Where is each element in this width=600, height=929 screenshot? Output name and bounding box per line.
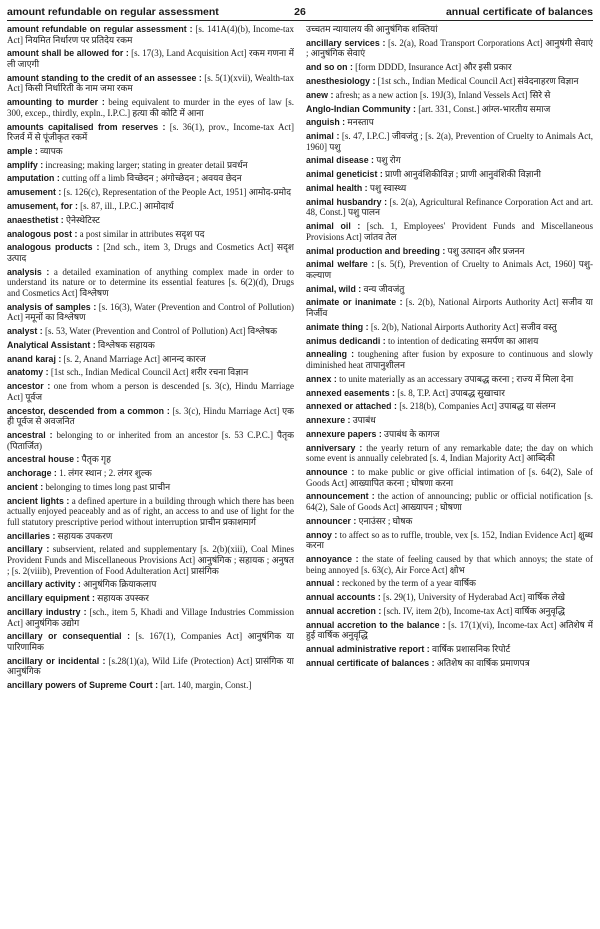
entry-term: amount shall be allowed for : xyxy=(7,48,129,59)
entry-term: ancient lights : xyxy=(7,495,70,506)
entry-definition: एनाउंसर ; घोषक xyxy=(356,515,413,526)
entry-definition: to intention of dedicating समर्पण का आशय xyxy=(385,335,539,346)
entry-definition: मनस्ताप xyxy=(345,117,374,128)
entry-definition: [sch. 1, Employees' Provident Funds and Miscellaneous Provisions Act] जांतव तेल xyxy=(306,221,593,242)
dictionary-entry xyxy=(7,201,294,212)
entry-definition: [art. 140, margin, Const.] xyxy=(158,680,252,691)
dictionary-entry xyxy=(306,183,593,194)
entry-term: animate thing : xyxy=(306,321,369,332)
entry-term: ancillary equipment : xyxy=(7,593,95,604)
entry-definition: [s. 29(1), University of Hyderabad Act] वार्षिक लेखे xyxy=(380,592,566,603)
entry-term: ancestral house : xyxy=(7,454,80,465)
dictionary-entry xyxy=(306,374,593,385)
entry-term: animal production and breeding : xyxy=(306,245,446,256)
entry-term: annexure papers : xyxy=(306,428,382,439)
dictionary-entry xyxy=(7,579,294,590)
entry-term: ancillary services : xyxy=(306,37,386,48)
entry-term: announce : xyxy=(306,467,355,478)
dictionary-entry xyxy=(306,606,593,617)
entry-definition: उपाबंध के कागज xyxy=(381,428,440,439)
dictionary-entry xyxy=(306,415,593,426)
entry-definition: [s. 2(a), Agricultural Refinance Corporation Act and art. 48, Const.] पशु पालन xyxy=(306,196,593,218)
entry-definition: [s. 3(c), Hindu Marriage Act] एक ही पूर्वज से अवजनित xyxy=(7,405,294,427)
dictionary-entry xyxy=(306,644,593,655)
entry-definition: [s. 8, T.P. Act] उपाबद्ध सुखाचार xyxy=(395,387,505,398)
entry-term: anniversary : xyxy=(306,442,363,453)
dictionary-entry xyxy=(7,354,294,365)
dictionary-entry xyxy=(306,578,593,589)
entry-term: anguish : xyxy=(306,117,346,128)
entry-definition: [s. 126(c), Representation of the People Act, 1951] आमोद-प्रमोद xyxy=(61,187,292,198)
entry-definition: being equivalent to murder in the eyes of law [s. 300, excep., thirdly, expln., I.P.C.] हत्या की कोटि में आना xyxy=(7,97,294,118)
dictionary-entry xyxy=(7,187,294,198)
entry-term: annealing : xyxy=(306,349,355,360)
dictionary-entry xyxy=(306,516,593,527)
entry-term: animal oil : xyxy=(306,221,361,232)
entry-definition: [s. 167(1), Companies Act] आनुषंगिक या पारिणामिक xyxy=(7,631,294,652)
entry-definition: [s. 47, I.P.C.] जीवजंतु ; [s. 2(a), Prevention of Cruelty to Animals Act, 1960] पशु xyxy=(306,131,593,152)
dictionary-entry xyxy=(306,259,593,280)
dictionary-entry xyxy=(306,554,593,575)
dictionary-entry xyxy=(7,215,294,226)
dictionary-entry xyxy=(7,340,294,351)
dictionary-entry xyxy=(306,38,593,59)
entry-term: amusement : xyxy=(7,187,62,198)
entry-term: analysis of samples : xyxy=(7,301,97,312)
entry-definition: [s. 5(1)(xvii), Wealth-tax Act] किसी निर्धारिती के नाम जमा रकम xyxy=(7,72,294,94)
page-number: 26 xyxy=(294,6,306,18)
entry-definition: belonging to times long past प्राचीन xyxy=(43,481,171,492)
entry-definition: [1st sch., Indian Medical Council Act] संवेदनाहरण विज्ञान xyxy=(375,75,579,86)
entry-term: anchorage : xyxy=(7,468,57,479)
dictionary-entry xyxy=(306,322,593,333)
dictionary-entry xyxy=(306,467,593,488)
entry-term: animal husbandry : xyxy=(306,196,388,207)
entry-definition: पशु उत्पादन और प्रजनन xyxy=(445,245,525,256)
dictionary-entry xyxy=(7,48,294,69)
entry-term: amount refundable on regular assessment : xyxy=(7,24,193,34)
dictionary-entry xyxy=(7,73,294,94)
entry-definition: [s. 2(b), National Airports Authority Act] सजीव या निर्जीव xyxy=(306,297,593,319)
entry-definition: cutting off a limb विच्छेदन ; अंगोच्छेदन ; अवयव छेदन xyxy=(59,173,242,184)
dictionary-entry xyxy=(7,631,294,652)
dictionary-entry xyxy=(7,607,294,628)
dictionary-entry xyxy=(306,246,593,257)
entry-term: animal, wild : xyxy=(306,283,362,294)
entry-term: animal disease : xyxy=(306,155,374,166)
dictionary-entry xyxy=(7,160,294,171)
entry-definition: सहायक उपस्कर xyxy=(95,593,149,604)
running-header xyxy=(7,6,593,21)
entry-definition: आनुषंगिक क्रियाकलाप xyxy=(80,579,157,590)
entry-term: amputation : xyxy=(7,173,60,184)
dictionary-entry xyxy=(7,146,294,157)
entry-definition: उच्चतम न्यायालय की आनुषंगिक शक्तियां xyxy=(306,24,438,34)
header-last-entry: annual certificate of balances xyxy=(445,6,593,18)
dictionary-entry xyxy=(7,97,294,118)
entry-term: animal : xyxy=(306,131,340,142)
dictionary-entry xyxy=(306,401,593,412)
entry-term: animus dedicandi : xyxy=(306,335,386,346)
entry-definition: afresh; as a new action [s. 19J(3), Inland Vessels Act] सिरे से xyxy=(333,89,551,100)
entry-definition: belonging to or inherited from an ancestor [s. 53 C.P.C.] पैतृक (पितार्जित) xyxy=(7,429,294,451)
entry-definition: [s. 87, ill., I.P.C.] आमोदार्थ xyxy=(77,201,174,211)
dictionary-entry xyxy=(306,443,593,464)
entry-term: ancillary powers of Supreme Court : xyxy=(7,680,159,691)
dictionary-entry xyxy=(7,454,294,465)
dictionary-entry xyxy=(7,122,294,143)
dictionary-entry xyxy=(7,430,294,451)
entry-definition: [s. 16(3), Water (Prevention and Control of Pollution) Act] नमूनों का विश्लेषण xyxy=(7,301,294,323)
entry-definition: [1st sch., Indian Medical Council Act] शरीर रचना विज्ञान xyxy=(48,367,249,378)
entry-term: amusement, for : xyxy=(7,201,78,211)
entry-term: annoy : xyxy=(306,529,338,540)
dictionary-entry xyxy=(306,76,593,87)
dictionary-entry xyxy=(306,197,593,218)
dictionary-entry xyxy=(306,297,593,318)
dictionary-entry xyxy=(7,468,294,479)
entry-term: animal welfare : xyxy=(306,259,375,270)
dictionary-entry xyxy=(7,406,294,427)
entry-term: announcer : xyxy=(306,515,357,526)
entry-term: annoyance : xyxy=(306,553,359,564)
dictionary-entry xyxy=(7,381,294,402)
entry-term: amounts capitalised from reserves : xyxy=(7,121,166,132)
entry-definition: the state of feeling caused by that which annoys; the state of being annoyed [s. 63(c), Air Force Act] क्षोभ xyxy=(306,553,593,575)
dictionary-entry xyxy=(306,336,593,347)
entry-term: ancillary or consequential : xyxy=(7,631,131,642)
dictionary-entry xyxy=(306,169,593,180)
entry-term: ancillary : xyxy=(7,544,50,555)
dictionary-entry xyxy=(306,90,593,101)
dictionary-entry xyxy=(7,680,294,691)
entry-term: annual accounts : xyxy=(306,592,381,603)
dictionary-entry xyxy=(7,531,294,542)
dictionary-entry xyxy=(306,155,593,166)
entry-term: analyst : xyxy=(7,326,43,337)
dictionary-entry xyxy=(306,658,593,669)
dictionary-entry xyxy=(7,24,294,45)
entry-definition: subservient, related and supplementary [s. 2(b)(xiii), Coal Mines Provident Funds and Miscellaneous Provisions Act] आनुषंगिक ; सहायक ; अनुषत ; [s. 2(viiib), Prevention of Food Adulteration Act] प्रासंगिक xyxy=(7,544,294,576)
dictionary-entry xyxy=(306,221,593,242)
entry-term: anatomy : xyxy=(7,367,49,378)
entry-definition: पैतृक गृह xyxy=(79,454,111,465)
entry-term: annex : xyxy=(306,373,337,384)
entry-definition: [art. 331, Const.] आंग्ल-भारतीय समाज xyxy=(415,103,551,114)
header-first-entry: amount refundable on regular assessment xyxy=(7,6,219,18)
dictionary-entry xyxy=(7,482,294,493)
entry-term: ancillary activity : xyxy=(7,579,81,590)
entry-definition: वन्य जीवजंतु xyxy=(361,283,405,294)
entry-term: annual administrative report : xyxy=(306,644,430,655)
dictionary-entry xyxy=(306,117,593,128)
entry-term: Analytical Assistant : xyxy=(7,339,96,350)
entry-term: anew : xyxy=(306,89,334,100)
entry-definition: सहायक उपकरण xyxy=(55,530,113,541)
entry-definition: [s. 17(1)(vi), Income-tax Act] अतिशेष में हुई वार्षिक अनुवृद्धि xyxy=(306,619,593,641)
entry-definition: a post similar in attributes सदृश पद xyxy=(77,228,205,239)
entry-definition: a detailed examination of anything complex made in order to understand its nature or to determine its essential features [s. 6(2)(d), Drugs and Cosmetics Act] विश्लेषण xyxy=(7,266,294,298)
dictionary-entry xyxy=(7,367,294,378)
entry-term: annual accretion : xyxy=(306,605,382,616)
entry-term: annexed or attached : xyxy=(306,401,397,412)
entry-definition: [form DDDD, Insurance Act] और इसी प्रकार xyxy=(352,62,512,73)
entry-term: ancillary industry : xyxy=(7,606,87,617)
entry-term: animate or inanimate : xyxy=(306,297,403,308)
dictionary-entry xyxy=(306,24,593,35)
entry-term: amounting to murder : xyxy=(7,97,105,108)
entry-term: annexed easements : xyxy=(306,387,395,398)
entry-definition: [s.28(1)(a), Wild Life (Protection) Act] प्रासंगिक या आनुषंगिक xyxy=(7,655,294,677)
entry-definition: one from whom a person is descended [s. 3(c), Hindu Marriage Act] पूर्वज xyxy=(7,381,294,402)
dictionary-entry xyxy=(7,242,294,263)
dictionary-entry xyxy=(306,104,593,115)
entry-term: analogous products : xyxy=(7,242,100,253)
entry-definition: [s. 2(a), Road Transport Corporations Act] आनुषंगी सेवाएं ; आनुषंगिक सेवाएं xyxy=(306,37,593,59)
entry-term: announcement : xyxy=(306,491,375,502)
dictionary-entry xyxy=(7,267,294,299)
entry-definition: reckoned by the term of a year वार्षिक xyxy=(339,578,476,589)
entry-term: analogous post : xyxy=(7,228,78,239)
entry-definition: 1. लंगर स्थान ; 2. लंगर शुल्क xyxy=(56,468,152,479)
entry-term: amplify : xyxy=(7,159,44,170)
entry-definition: उपाबंध xyxy=(350,415,376,426)
entry-definition: [s. 17(3), Land Acquisition Act] रकम गणना में ली जाएगी xyxy=(7,48,294,69)
entry-definition: to affect so as to ruffle, trouble, vex [s. 152, Indian Evidence Act] क्षुब्ध करना xyxy=(306,529,593,551)
entry-term: ancillaries : xyxy=(7,530,56,541)
entry-term: ancestor : xyxy=(7,381,51,392)
left-column xyxy=(7,24,294,694)
dictionary-entry xyxy=(7,302,294,323)
entry-definition: the action of announcing; public or official notification [s. 64(2), Sale of Goods Act] आख्यापन ; घोषणा xyxy=(306,491,593,513)
entry-term: Anglo-Indian Community : xyxy=(306,103,416,114)
entry-definition: [sch., item 5, Khadi and Village Industries Commission Act] आनुषंगिक उद्योग xyxy=(7,606,294,628)
entry-term: ancestor, descended from a common : xyxy=(7,405,170,416)
entry-definition: to unite materially as an accessary उपाबद्ध करना ; राज्य में मिला देना xyxy=(336,373,574,384)
entry-term: anesthesiology : xyxy=(306,75,376,86)
entry-term: analysis : xyxy=(7,266,50,277)
entry-term: annual certificate of balances : xyxy=(306,657,435,668)
entry-term: amount standing to the credit of an assessee : xyxy=(7,72,202,83)
entry-term: annual : xyxy=(306,578,340,589)
entry-term: ancient : xyxy=(7,481,44,492)
entry-definition: विश्लेषक सहायक xyxy=(95,339,155,350)
entry-definition: [s. 2(b), National Airports Authority Act] सजीव वस्तु xyxy=(368,321,557,332)
entry-definition: [s. 218(b), Companies Act] उपाबद्ध या संलग्न xyxy=(396,401,556,412)
entry-definition: पशु रोग xyxy=(373,155,401,166)
dictionary-entry xyxy=(306,530,593,551)
dictionary-entry xyxy=(306,429,593,440)
dictionary-entry xyxy=(306,592,593,603)
entry-term: anand karaj : xyxy=(7,353,62,364)
entry-term: annual accretion to the balance : xyxy=(306,619,446,630)
dictionary-entry xyxy=(7,593,294,604)
columns xyxy=(7,24,593,694)
entry-definition: पशु स्वास्थ्य xyxy=(367,183,407,193)
entry-definition: [s. 36(1), prov., Income-tax Act] रिजर्व में से पूंजीकृत रकमें xyxy=(7,121,294,143)
entry-term: ancestral : xyxy=(7,429,53,440)
dictionary-entry xyxy=(306,62,593,73)
dictionary-entry xyxy=(306,620,593,641)
entry-definition: अतिशेष का वार्षिक प्रमाणपत्र xyxy=(434,657,530,668)
entry-definition: वार्षिक प्रशासनिक रिपोर्ट xyxy=(429,644,511,655)
dictionary-entry xyxy=(7,656,294,677)
entry-definition: प्राणी आनुवंशिकीविज्ञ ; प्राणी आनुवंशिकी विज्ञानी xyxy=(382,169,541,180)
dictionary-entry xyxy=(306,388,593,399)
dictionary-entry xyxy=(7,496,294,528)
entry-definition: increasing; making larger; stating in greater detail प्रवर्धन xyxy=(43,159,248,170)
entry-definition: ऐनेस्थेटिस्ट xyxy=(63,214,100,225)
entry-definition: to make public or give official intimation of [s. 64(2), Sale of Goods Act] आख्यापित करना ; घोषणा करना xyxy=(306,467,593,488)
entry-definition: [2nd sch., item 3, Drugs and Cosmetics Act] सदृश उत्पाद xyxy=(7,242,294,263)
entry-term: ample : xyxy=(7,145,38,156)
dictionary-entry xyxy=(7,326,294,337)
dictionary-entry xyxy=(7,229,294,240)
entry-term: animal geneticist : xyxy=(306,169,383,180)
entry-definition: व्यापक xyxy=(37,145,63,156)
dictionary-entry xyxy=(306,491,593,512)
dictionary-entry xyxy=(7,544,294,576)
dictionary-entry xyxy=(306,349,593,370)
entry-term: and so on : xyxy=(306,62,353,73)
entry-term: animal health : xyxy=(306,183,368,193)
entry-definition: [s. 141A(4)(b), Income-tax Act] नियमित निर्धारण पर प्रतिदेय रकम xyxy=(7,24,294,45)
entry-definition: a defined aperture in a building through which there has been actually enjoyed peaceably and as of right, an access to and use of light for the full statutory prescriptive period without interruption प्राचीन प्रकाशमार्ग xyxy=(7,495,294,527)
entry-definition: [sch. IV, item 2(b), Income-tax Act] वार्षिक अनुवृद्धि xyxy=(381,605,566,616)
entry-term: ancillary or incidental : xyxy=(7,655,106,666)
entry-definition: [s. 5(f), Prevention of Cruelty to Animals Act, 1960] पशु-कल्याण xyxy=(306,259,593,280)
entry-term: anaesthetist : xyxy=(7,214,64,225)
entry-definition: [s. 2, Anand Marriage Act] आनन्द कारज xyxy=(61,353,206,364)
entry-definition: [s. 53, Water (Prevention and Control of Pollution) Act] विश्लेषक xyxy=(42,326,278,337)
right-column xyxy=(306,24,593,694)
entry-definition: toughening after fusion by exposure to continuous and slowly diminished heat तापानुशीलन xyxy=(306,349,593,370)
entry-term: annexure : xyxy=(306,415,351,426)
entry-definition: the yearly return of any remarkable date; the day on which some event is annually celebrated [s. 4, Indian Majority Act] आब्दिकी xyxy=(306,442,593,464)
dictionary-entry xyxy=(7,173,294,184)
dictionary-entry xyxy=(306,131,593,152)
dictionary-entry xyxy=(306,284,593,295)
